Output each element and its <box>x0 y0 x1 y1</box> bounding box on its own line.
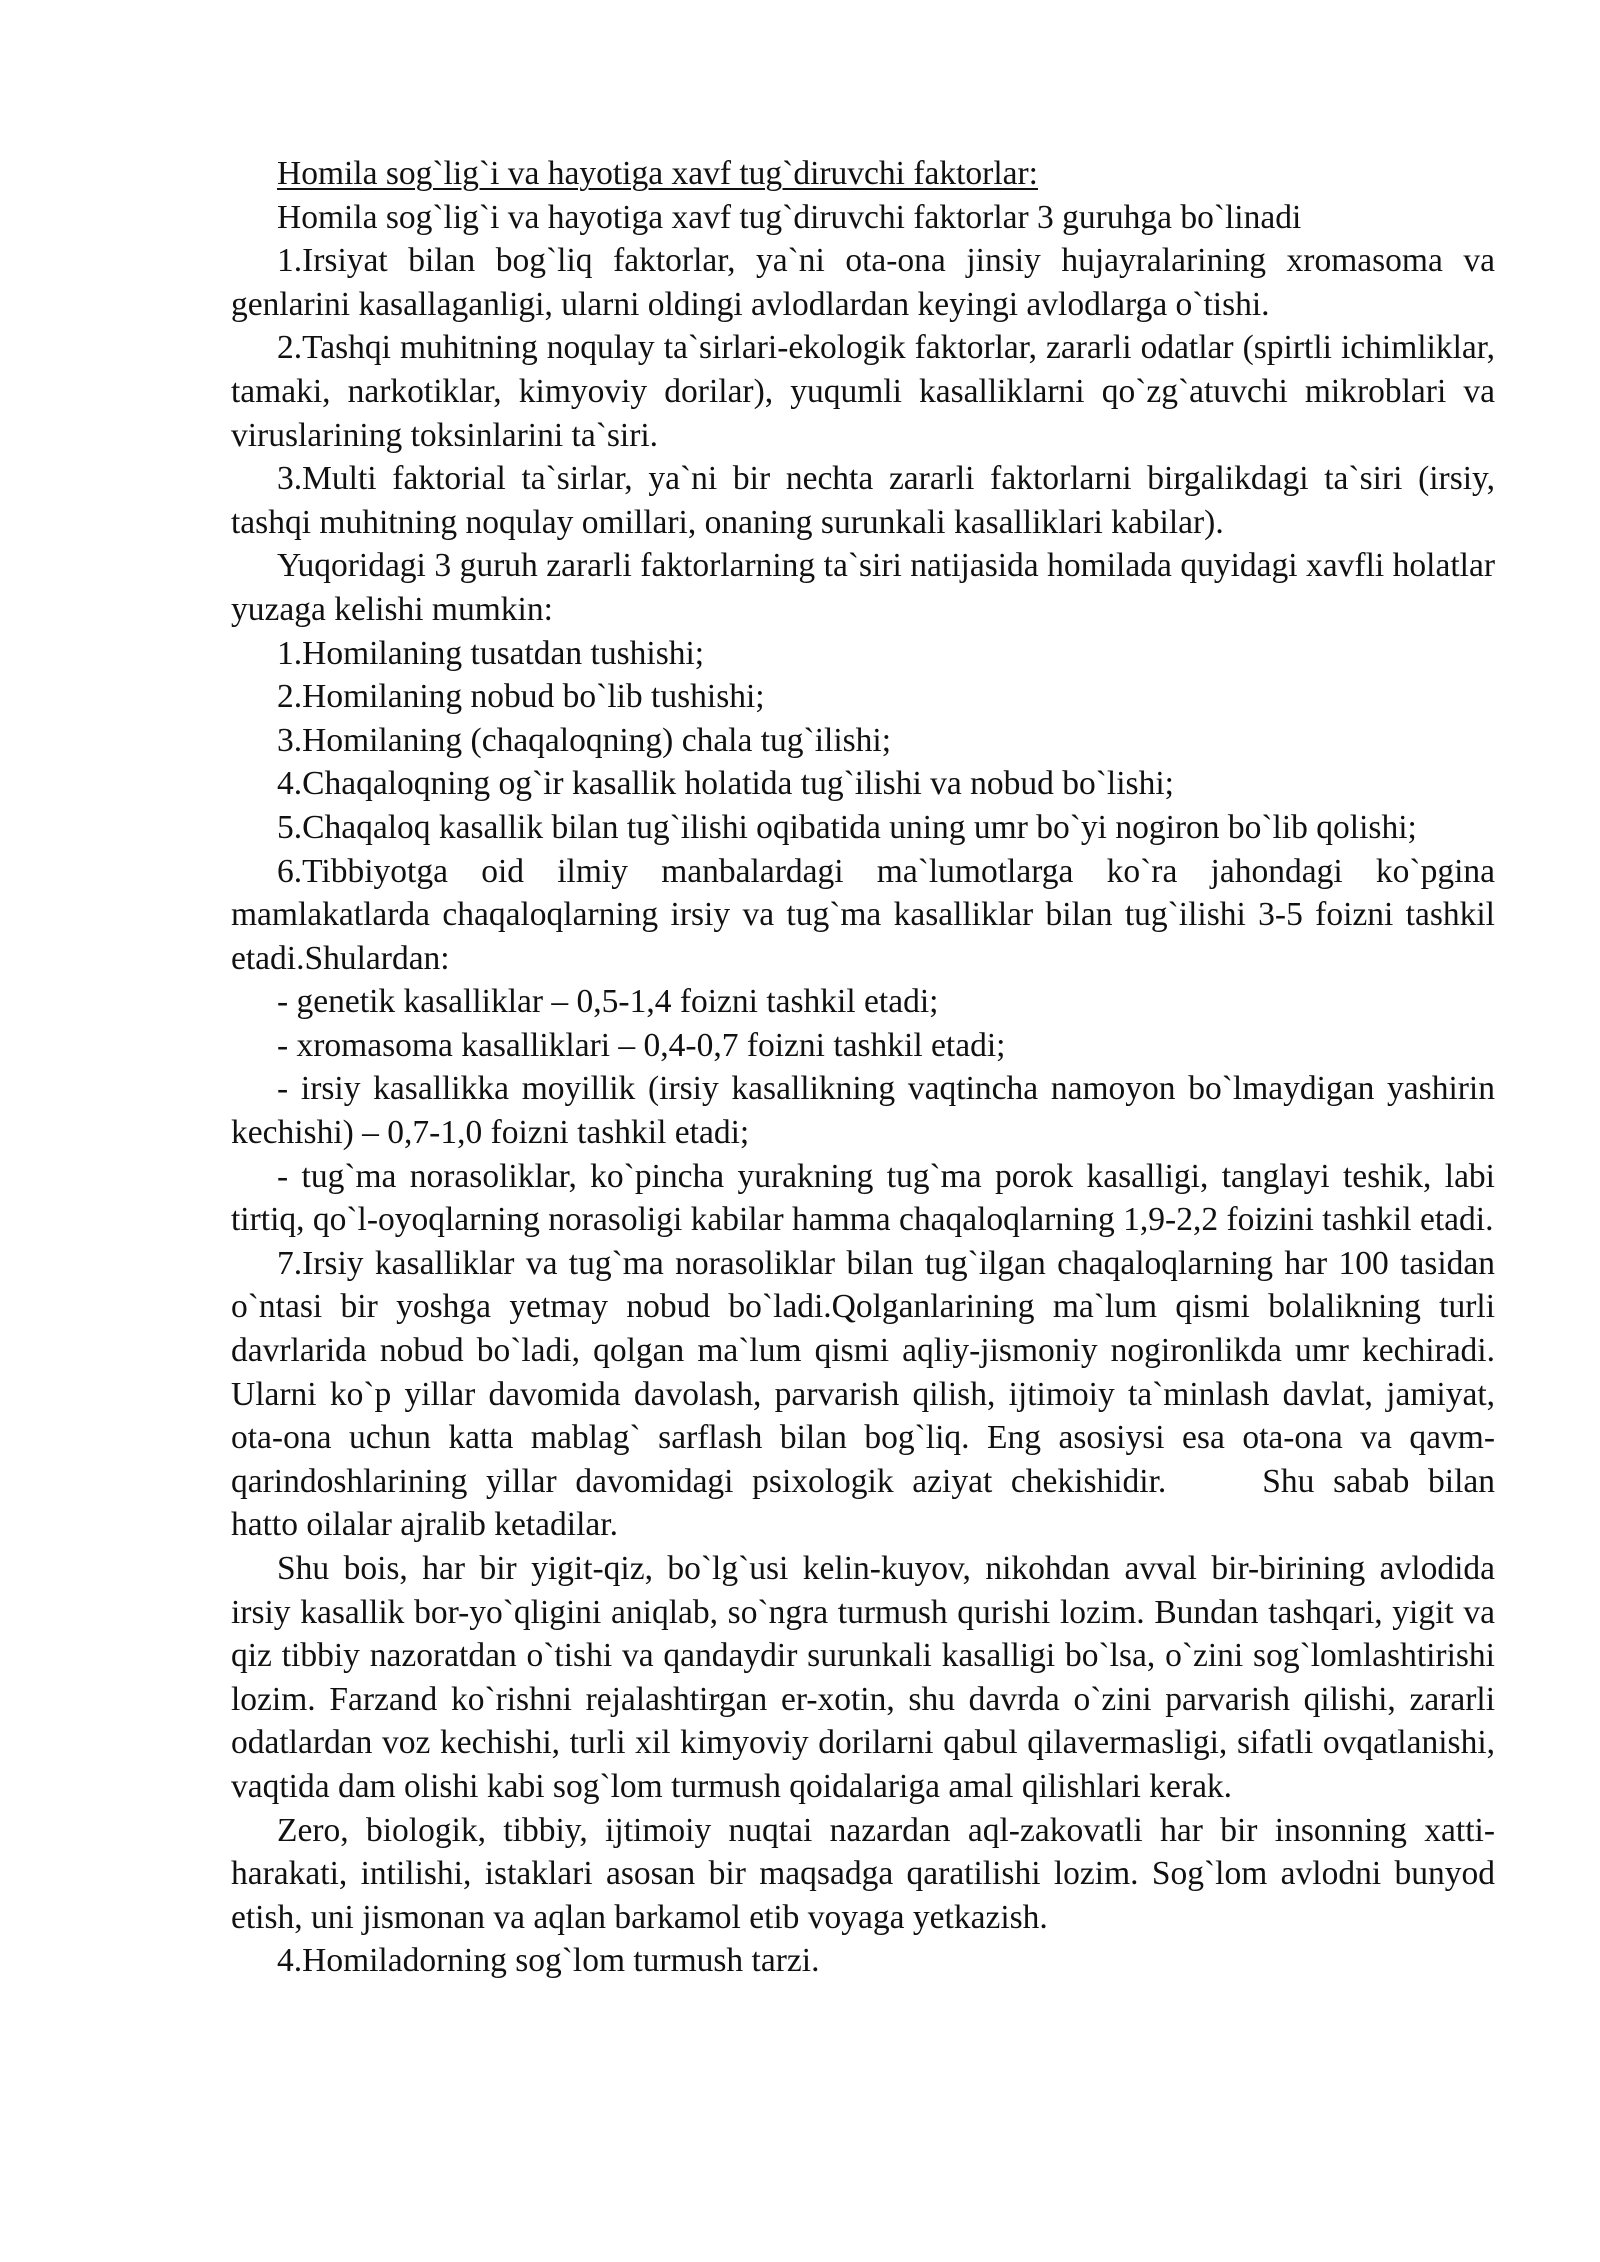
paragraph-factor-1: 1.Irsiyat bilan bog`liq faktorlar, ya`ni ota-ona jinsiy hujayralarining xromasoma va genlarini kasallaganligi, ularni oldingi avlodlardan keyingi avlodlarga o`tishi. <box>231 242 1495 323</box>
list-item-3: 3.Homilaning (chaqaloqning) chala tug`ilishi; <box>277 721 892 759</box>
paragraph-conclusion: Zero, biologik, tibbiy, ijtimoiy nuqtai nazardan aql-zakovatli har bir insonning xatti-harakati, intilishi, istaklari asosan bir maqsadga qaratilishi lozim. Sog`lom avlodni bunyod etish, uni jismonan va aqlan barkamol etib voyaga yetkazish. <box>231 1811 1495 1936</box>
section-heading: Homila sog`lig`i va hayotiga xavf tug`diruvchi faktorlar: <box>277 155 1038 192</box>
paragraph-recommendation: Shu bois, har bir yigit-qiz, bo`lg`usi kelin-kuyov, nikohdan avval bir-birining avlodida irsiy kasallik bor-yo`qligini aniqlab, so`ngra turmush qurishi lozim. Bundan tashqari, yigit va qiz tibbiy nazoratdan o`tishi va qandaydir surunkali kasalligi bo`lsa, o`zini sog`lomlashtirishi lozim. Farzand ko`rishni rejalashtirgan er-xotin, shu davrda o`zini parvarish qilishi, zararli odatlardan voz kechishi, turli xil kimyoviy dorilarni qabul qilavermasligi, sifatli ovqatlanishi, vaqtida dam olishi kabi sog`lom turmush qoidalariga amal qilishlari kerak. <box>231 1550 1495 1805</box>
list-item-7-text: 7.Irsiy kasalliklar va tug`ma norasoliklar bilan tug`ilgan chaqaloqlarning har 100 tasidan o`ntasi bir yoshga yetmay nobud bo`ladi.Qolganlarining ma`lum qismi bolalikning turli davrlarida nobud bo`ladi, qolgan ma`lum qismi aqliy-jismoniy nogironlikda umr kechiradi. Ularni ko`p yillar davomida davolash, parvarish qilish, ijtimoiy ta`minlash davlat, jamiyat, ota-ona uchun katta mablag` sarflash bilan bog`liq. Eng asosiysi esa ota-ona va qavm-qarindoshlarining yillar davomidagi psixologik aziyat chekishidir. <box>231 1244 1495 1500</box>
list-item-4: 4.Chaqaloqning og`ir kasallik holatida tug`ilishi va nobud bo`lishi; <box>277 765 1174 803</box>
paragraph-factor-2: 2.Tashqi muhitning noqulay ta`sirlari-ekologik faktorlar, zararli odatlar (spirtli ichimliklar, tamaki, narkotiklar, kimyoviy dorilar), yuqumli kasalliklarni qo`zg`atuvchi mikroblari va viruslarining toksinlarini ta`siri. <box>231 329 1495 454</box>
paragraph-consequences-intro: Yuqoridagi 3 guruh zararli faktorlarning ta`siri natijasida homilada quyidagi xavfli holatlar yuzaga kelishi mumkin: <box>231 547 1495 628</box>
document-page <box>231 152 1495 1983</box>
list-item-2: 2.Homilaning nobud bo`lib tushishi; <box>277 678 765 716</box>
dash-item-genetic: - genetik kasalliklar – 0,5-1,4 foizni tashkil etadi; <box>277 983 939 1021</box>
paragraph-factor-3: 3.Multi faktorial ta`sirlar, ya`ni bir nechta zararli faktorlarni birgalikdagi ta`siri (irsiy, tashqi muhitning noqulay omillari, onaning surunkali kasalliklari kabilar). <box>231 460 1495 541</box>
list-item-1: 1.Homilaning tusatdan tushishi; <box>277 634 705 672</box>
list-item-6: 6.Tibbiyotga oid ilmiy manbalardagi ma`lumotlarga ko`ra jahondagi ko`pgina mamlakatlarda chaqaloqlarning irsiy va tug`ma kasalliklar bilan tug`ilishi 3-5 foizni tashkil etadi.Shulardan: <box>231 852 1495 977</box>
dash-item-congenital: - tug`ma norasoliklar, ko`pincha yurakning tug`ma porok kasalligi, tanglayi teshik, labi tirtiq, qo`l-oyoqlarning norasoligi kabilar hamma chaqaloqlarning 1,9-2,2 foizini tashkil etadi. <box>231 1157 1495 1239</box>
list-item-5: 5.Chaqaloq kasallik bilan tug`ilishi oqibatida uning umr bo`yi nogiron bo`lib qolishi; <box>277 808 1417 846</box>
list-item-7 <box>231 1242 1495 1547</box>
dash-item-chromosome: - xromasoma kasalliklari – 0,4-0,7 foizni tashkil etadi; <box>277 1026 1006 1064</box>
list-item-7-tail: Shu sabab bilan hatto oilalar ajralib ketadilar. <box>231 1462 1496 1544</box>
paragraph-intro: Homila sog`lig`i va hayotiga xavf tug`diruvchi faktorlar 3 guruhga bo`linadi <box>277 198 1302 236</box>
next-section-title: 4.Homiladorning sog`lom turmush tarzi. <box>277 1942 820 1980</box>
dash-item-predisposition: - irsiy kasallikka moyillik (irsiy kasallikning vaqtincha namoyon bo`lmaydigan yashirin kechishi) – 0,7-1,0 foizni tashkil etadi; <box>231 1070 1495 1152</box>
